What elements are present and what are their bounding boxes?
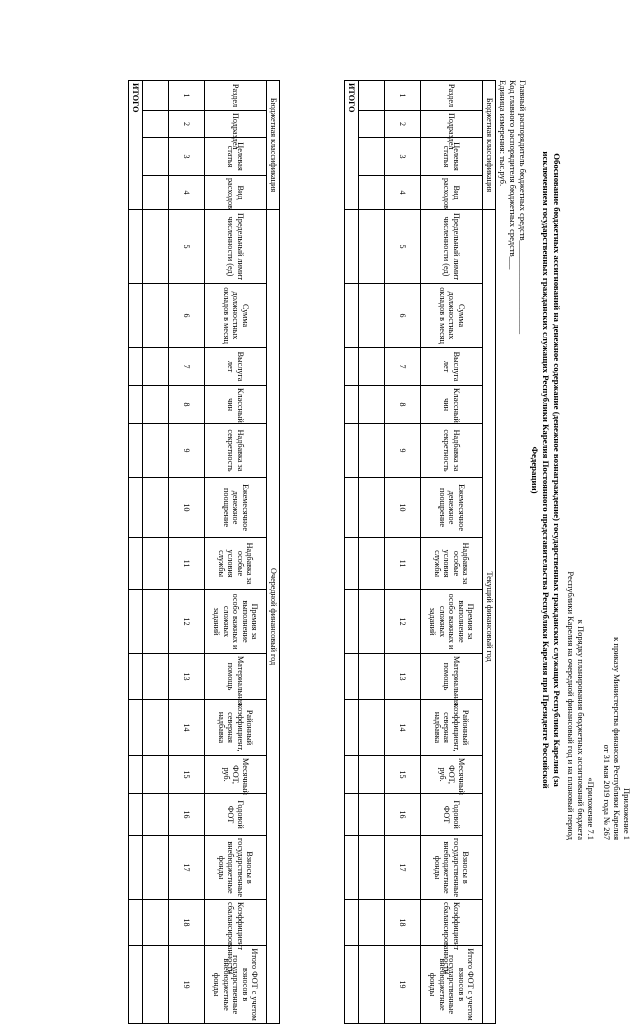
chief-distributor-line: Главный распорядитель бюджетных средств______________________: [518, 80, 528, 335]
column-header: Материальная помощь: [205, 654, 267, 700]
column-number: 3: [169, 138, 205, 176]
table-cell: [143, 81, 169, 111]
column-number: 4: [169, 176, 205, 210]
column-number: 15: [169, 756, 205, 794]
budget-table-next: [128, 80, 280, 1024]
table-cell: [143, 348, 169, 386]
total-cell: [129, 836, 143, 900]
column-header: Вид расходов: [421, 176, 483, 210]
table-cell: [143, 900, 169, 946]
column-header: Вид расходов: [205, 176, 267, 210]
column-header: Сумма должностных окладов в месяц: [421, 284, 483, 348]
header-line-3: от 31 мая 2019 года № 267: [602, 744, 612, 840]
total-cell: [129, 794, 143, 836]
column-number: 6: [169, 284, 205, 348]
column-header: Раздел: [205, 81, 267, 111]
total-cell: [345, 424, 359, 478]
column-number: 14: [385, 700, 421, 756]
table-cell: [143, 138, 169, 176]
total-cell: [129, 946, 143, 1024]
total-cell: [345, 386, 359, 424]
total-cell: [345, 284, 359, 348]
table-cell: [143, 424, 169, 478]
table-cell: [359, 700, 385, 756]
column-header: Надбавка за особые условия службы: [205, 538, 267, 590]
column-header: Целевая статья: [421, 138, 483, 176]
classification-group-header: Бюджетная классификация: [483, 81, 496, 210]
classification-group-header: Бюджетная классификация: [267, 81, 280, 210]
total-cell: [129, 386, 143, 424]
table-cell: [359, 138, 385, 176]
total-cell: [129, 424, 143, 478]
total-cell: [345, 900, 359, 946]
column-header: Надбавка за особые условия службы: [421, 538, 483, 590]
table-cell: [143, 538, 169, 590]
table-cell: [143, 210, 169, 284]
column-header: Ежемесячное денежное поощрение: [205, 478, 267, 538]
table-cell: [143, 756, 169, 794]
total-cell: [345, 590, 359, 654]
title-line-2: исключением государственных гражданских служащих Республики Карелия Постоянного представительства Республики Карелия при Президенте Российской: [541, 151, 551, 789]
total-cell: [129, 478, 143, 538]
table-cell: [143, 386, 169, 424]
column-number: 9: [169, 424, 205, 478]
total-cell: [129, 900, 143, 946]
total-cell: [345, 348, 359, 386]
column-header: Районный коэффициент, северная надбавка: [205, 700, 267, 756]
column-number: 5: [169, 210, 205, 284]
column-header: Надбавка за секретность: [205, 424, 267, 478]
table-cell: [359, 946, 385, 1024]
column-header: Ежемесячное денежное поощрение: [421, 478, 483, 538]
total-cell: [129, 590, 143, 654]
period-group-header: Очередной финансовый год: [267, 210, 280, 1024]
column-number: 2: [169, 111, 205, 138]
column-number: 3: [385, 138, 421, 176]
column-header: Годовой ФОТ: [421, 794, 483, 836]
table-cell: [359, 756, 385, 794]
column-header: Годовой ФОТ: [205, 794, 267, 836]
column-number: 7: [169, 348, 205, 386]
column-header: Классный чин: [205, 386, 267, 424]
column-number: 1: [385, 81, 421, 111]
column-number: 13: [169, 654, 205, 700]
title-line-3: Федерации): [530, 446, 540, 494]
table-cell: [359, 538, 385, 590]
total-cell: [345, 210, 359, 284]
column-number: 8: [169, 386, 205, 424]
column-number: 2: [385, 111, 421, 138]
total-cell: [129, 756, 143, 794]
column-header: Выслуга лет: [205, 348, 267, 386]
table-cell: [359, 176, 385, 210]
column-header: Итого ФОТ с учетом взносов в государственные внебюджетные фонды: [205, 946, 267, 1024]
total-cell: [129, 538, 143, 590]
column-number: 7: [385, 348, 421, 386]
table-cell: [143, 836, 169, 900]
total-cell: [129, 284, 143, 348]
table-cell: [143, 700, 169, 756]
column-number: 19: [169, 946, 205, 1024]
table-cell: [359, 386, 385, 424]
column-header: Подраздел: [205, 111, 267, 138]
total-cell: [129, 654, 143, 700]
column-number: 15: [385, 756, 421, 794]
table-cell: [359, 900, 385, 946]
column-header: Взносы в государственные внебюджетные фонды: [421, 836, 483, 900]
header-line-1: Приложение 1: [622, 788, 632, 840]
total-label: ИТОГО: [129, 81, 143, 210]
table-cell: [359, 111, 385, 138]
table-cell: [359, 590, 385, 654]
total-cell: [345, 478, 359, 538]
table-cell: [143, 946, 169, 1024]
column-number: 17: [385, 836, 421, 900]
total-cell: [345, 538, 359, 590]
total-label: ИТОГО: [345, 81, 359, 210]
total-cell: [129, 348, 143, 386]
column-number: 10: [169, 478, 205, 538]
column-header: Материальная помощь: [421, 654, 483, 700]
total-cell: [345, 756, 359, 794]
table-cell: [143, 284, 169, 348]
period-group-header: Текущий финансовый год: [483, 210, 496, 1024]
table-cell: [143, 794, 169, 836]
column-number: 6: [385, 284, 421, 348]
table-cell: [359, 348, 385, 386]
column-header: Раздел: [421, 81, 483, 111]
column-header: Целевая статья: [205, 138, 267, 176]
column-number: 13: [385, 654, 421, 700]
total-cell: [345, 654, 359, 700]
table-cell: [359, 81, 385, 111]
total-cell: [129, 210, 143, 284]
column-header: Предельный лимит численности (ед): [205, 210, 267, 284]
total-cell: [345, 794, 359, 836]
unit-line: Единица измерения: тыс.руб.: [498, 80, 508, 187]
table-cell: [359, 478, 385, 538]
column-number: 8: [385, 386, 421, 424]
column-number: 18: [385, 900, 421, 946]
column-number: 14: [169, 700, 205, 756]
column-number: 12: [385, 590, 421, 654]
table-cell: [359, 284, 385, 348]
column-number: 11: [385, 538, 421, 590]
table-cell: [359, 794, 385, 836]
column-number: 1: [169, 81, 205, 111]
column-header: Месячный ФОТ, руб.: [421, 756, 483, 794]
header-line-4: «Приложение 7.1: [586, 777, 596, 840]
column-number: 9: [385, 424, 421, 478]
column-header: Коэффициент сбалансированности: [421, 900, 483, 946]
column-header: Подраздел: [421, 111, 483, 138]
column-number: 16: [169, 794, 205, 836]
total-cell: [129, 700, 143, 756]
column-header: Итого ФОТ с учетом взносов в государственные внебюджетные фонды: [421, 946, 483, 1024]
chief-code-line: Код главного распорядителя бюджетных средств___: [508, 80, 518, 270]
total-cell: [345, 836, 359, 900]
table-cell: [143, 111, 169, 138]
column-header: Коэффициент сбалансированности: [205, 900, 267, 946]
column-number: 10: [385, 478, 421, 538]
column-header: Премия за выполнение особо важных и сложных заданий: [421, 590, 483, 654]
header-line-5: к Порядку планирования бюджетных ассигнований бюджета: [576, 619, 586, 840]
column-header: Районный коэффициент, северная надбавка: [421, 700, 483, 756]
column-number: 18: [169, 900, 205, 946]
table-cell: [359, 836, 385, 900]
column-number: 11: [169, 538, 205, 590]
column-number: 5: [385, 210, 421, 284]
total-cell: [345, 700, 359, 756]
column-number: 17: [169, 836, 205, 900]
column-header: Выслуга лет: [421, 348, 483, 386]
column-header: Сумма должностных окладов в месяц: [205, 284, 267, 348]
column-number: 19: [385, 946, 421, 1024]
column-header: Премия за выполнение особо важных и сложных заданий: [205, 590, 267, 654]
table-cell: [359, 424, 385, 478]
budget-table-current: [344, 80, 496, 1024]
header-line-2: к приказу Министерства финансов Республики Карелия: [612, 637, 622, 840]
column-header: Надбавка за секретность: [421, 424, 483, 478]
table-cell: [359, 210, 385, 284]
table-cell: [143, 478, 169, 538]
column-header: Месячный ФОТ, руб.: [205, 756, 267, 794]
table-cell: [143, 654, 169, 700]
column-number: 4: [385, 176, 421, 210]
title-line-1: Обоснование бюджетных ассигнований на денежное содержание (денежное вознаграждение) государственных гражданских служащих Республики Карелия (за: [552, 153, 562, 787]
column-header: Предельный лимит численности (ед): [421, 210, 483, 284]
table-cell: [143, 176, 169, 210]
table-cell: [359, 654, 385, 700]
total-cell: [345, 946, 359, 1024]
column-header: Взносы в государственные внебюджетные фонды: [205, 836, 267, 900]
header-line-6: Республики Карелия на очередной финансовый год и на плановый период: [566, 571, 576, 840]
column-number: 12: [169, 590, 205, 654]
column-number: 16: [385, 794, 421, 836]
table-cell: [143, 590, 169, 654]
column-header: Классный чин: [421, 386, 483, 424]
